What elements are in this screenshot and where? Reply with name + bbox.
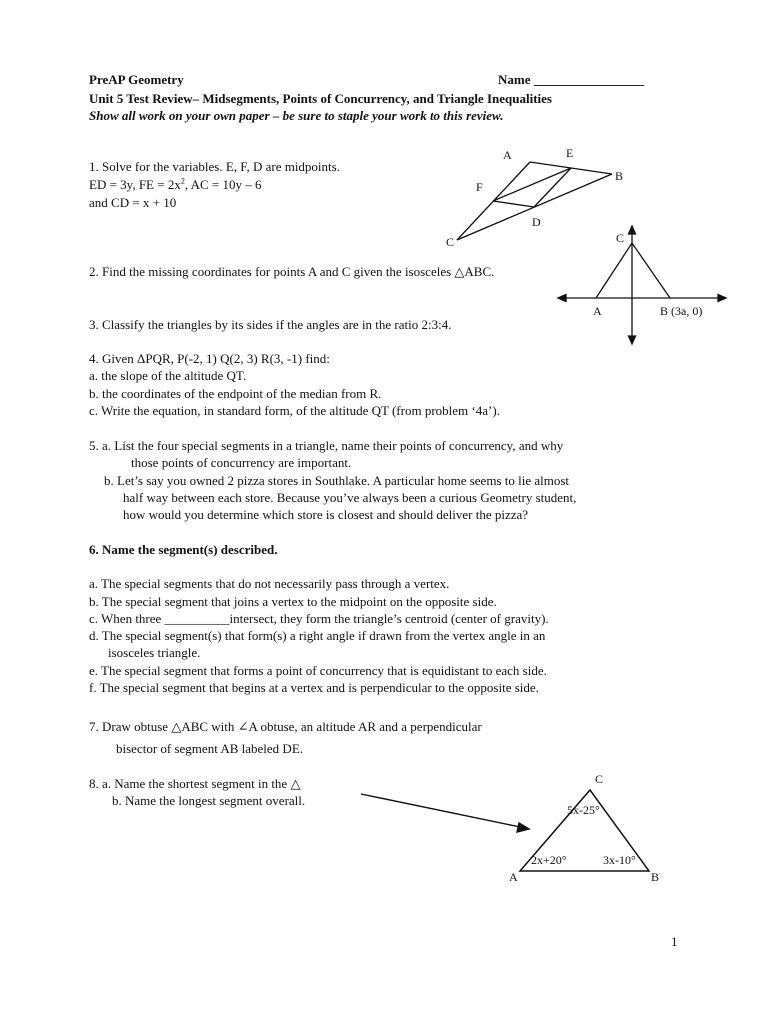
q8-label-b: B bbox=[651, 870, 660, 884]
q2-label-b: B (3a, 0) bbox=[660, 304, 703, 318]
q5-part-b-line3: how would you determine which store is closest and should deliver the pizza? bbox=[123, 507, 529, 522]
q8-label-c: C bbox=[595, 772, 604, 786]
course-title: PreAP Geometry bbox=[89, 72, 184, 87]
q5-part-b-line1: b. Let’s say you owned 2 pizza stores in Southlake. A particular home seems to lie almost bbox=[104, 473, 570, 488]
q6-part-d-line2: isosceles triangle. bbox=[108, 645, 201, 660]
q7-line1: 7. Draw obtuse △ABC with ∠A obtuse, an altitude AR and a perpendicular bbox=[89, 719, 482, 734]
q1-givens-cd: and CD = x + 10 bbox=[89, 195, 177, 210]
q1-label-c: C bbox=[446, 235, 455, 249]
q5-part-a-line1: 5. a. List the four special segments in a triangle, name their points of concurrency, and why bbox=[89, 438, 564, 453]
q1-label-d: D bbox=[532, 215, 541, 229]
q6-part-b: b. The special segment that joins a vertex to the midpoint on the opposite side. bbox=[89, 594, 497, 609]
q8-angle-c: 5x-25° bbox=[567, 803, 600, 817]
name-field-label: Name _________________ bbox=[498, 72, 645, 87]
q6-part-d-line1: d. The special segment(s) that form(s) a right angle if drawn from the vertex angle in an bbox=[89, 628, 546, 643]
q4-part-a: a. the slope of the altitude QT. bbox=[89, 368, 247, 383]
q1-givens: ED = 3y, FE = $2x^2$, AC = 10y – 6 bbox=[89, 176, 262, 192]
q6-part-e: e. The special segment that forms a point of concurrency that is equidistant to each side. bbox=[89, 663, 547, 678]
q1-prompt: 1. Solve for the variables. E, F, D are midpoints. bbox=[89, 159, 340, 174]
q1-label-a: A bbox=[503, 148, 512, 162]
q8-label-a: A bbox=[509, 870, 518, 884]
q7-line2: bisector of segment AB labeled DE. bbox=[116, 741, 304, 756]
q8-angle-b: 3x-10° bbox=[603, 853, 636, 867]
q2-label-c: C bbox=[616, 231, 625, 245]
q5-part-b-line2: half way between each store. Because you’ve always been a curious Geometry student, bbox=[123, 490, 577, 505]
q6-part-a: a. The special segments that do not necessarily pass through a vertex. bbox=[89, 576, 450, 591]
q4-part-b: b. the coordinates of the endpoint of the median from R. bbox=[89, 386, 382, 401]
q1-label-e: E bbox=[566, 146, 574, 160]
page-number: 1 bbox=[671, 934, 678, 949]
q6-heading: 6. Name the segment(s) described. bbox=[89, 542, 278, 557]
q1-label-b: B bbox=[615, 169, 624, 183]
q4-stem: 4. Given ΔPQR, P(-2, 1) Q(2, 3) R(3, -1) find: bbox=[89, 351, 330, 366]
q6-part-f: f. The special segment that begins at a vertex and is perpendicular to the opposite side. bbox=[89, 680, 539, 695]
q5-part-a-line2: those points of concurrency are important. bbox=[131, 455, 352, 470]
q8-part-a: 8. a. Name the shortest segment in the △ bbox=[89, 776, 301, 791]
unit-title: Unit 5 Test Review– Midsegments, Points of Concurrency, and Triangle Inequalities bbox=[89, 91, 552, 106]
q8-angle-a: 2x+20° bbox=[531, 853, 567, 867]
q1-label-f: F bbox=[476, 180, 483, 194]
instructions: Show all work on your own paper – be sure to staple your work to this review. bbox=[89, 108, 504, 123]
q2-prompt: 2. Find the missing coordinates for points A and C given the isosceles △ABC. bbox=[89, 264, 495, 279]
q4-part-c: c. Write the equation, in standard form, of the altitude QT (from problem ‘4a’). bbox=[89, 403, 500, 418]
q3-prompt: 3. Classify the triangles by its sides if the angles are in the ratio 2:3:4. bbox=[89, 317, 452, 332]
q6-part-c: c. When three __________intersect, they form the triangle’s centroid (center of gravity). bbox=[89, 611, 549, 626]
q8-part-b: b. Name the longest segment overall. bbox=[112, 793, 306, 808]
q2-label-a: A bbox=[593, 304, 602, 318]
